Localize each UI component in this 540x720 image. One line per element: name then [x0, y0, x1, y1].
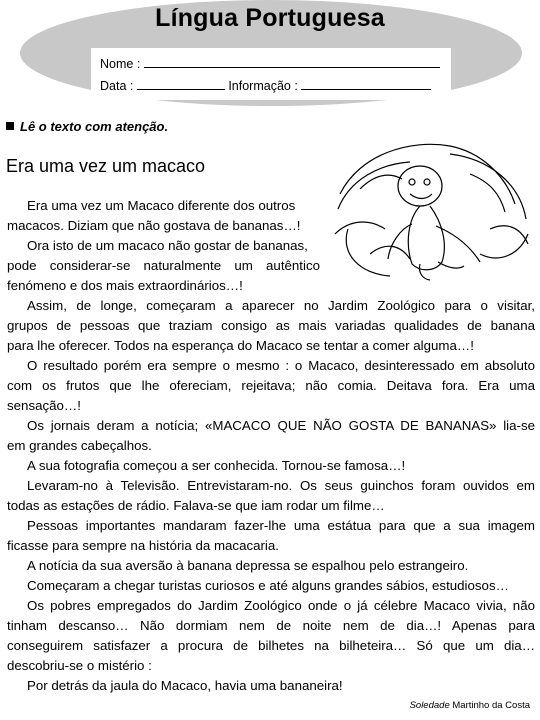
square-bullet-icon — [6, 122, 14, 130]
story-title: Era uma vez um macaco — [6, 156, 206, 176]
story-line: O resultado porém era sempre o mesmo : o Macaco, desinteressado em absoluto — [27, 358, 535, 373]
info-label: Informação : — [228, 79, 298, 93]
story-line: fenómeno e dos mais extraordinários…! — [7, 278, 243, 293]
story-line: descobriu-se o mistério : — [7, 658, 152, 673]
story-line: Os jornais deram a notícia; «MACACO QUE NÃO GOSTA DE BANANAS» lia-se — [27, 418, 535, 433]
story-line: A notícia da sua aversão à banana depressa se espalhou pelo estrangeiro. — [27, 558, 469, 573]
story-line: Por detrás da jaula do Macaco, havia uma bananeira! — [27, 678, 343, 693]
monkey-with-bananas-icon — [330, 134, 532, 284]
author-first-name: Soledade — [409, 700, 450, 711]
author-surname: Martinho da Costa — [449, 700, 530, 711]
story-line: grupos de pessoas que traziam consigo as mais variadas qualidades de banana — [7, 318, 535, 333]
story-line: ficasse para sempre na história da macacaria. — [7, 538, 279, 553]
student-info-box — [91, 48, 451, 100]
story-line: com os frutos que lhe ofereciam, rejeitava; não comia. Deitava fora. Era uma — [7, 378, 535, 393]
instruction — [6, 119, 168, 134]
name-field[interactable] — [144, 56, 440, 68]
story-line: Era uma vez um Macaco diferente dos outros — [27, 198, 296, 213]
story-line: conseguirem satisfazer a procura de bilhetes na bilheteira… Só que um dia… — [7, 638, 535, 653]
instruction-text: Lê o texto com atenção. — [20, 119, 169, 134]
story-line: Começaram a chegar turistas curiosos e até alguns grandes sábios, estudiosos… — [27, 578, 509, 593]
story-line: para lhe oferecer. Todos na esperança do Macaco se tentar a comer alguma…! — [7, 338, 474, 353]
name-row — [100, 56, 440, 71]
story-line: pode considerar-se naturalmente um autêntico — [7, 258, 320, 273]
story-line: Pessoas importantes mandaram fazer-lhe uma estátua para que a sua imagem — [27, 518, 535, 533]
author-signature — [410, 700, 530, 711]
story-line: sensação…! — [7, 398, 81, 413]
story-line: Assim, de longe, começaram a aparecer no Jardim Zoológico para o visitar, — [27, 298, 535, 313]
date-label: Data : — [100, 79, 134, 93]
date-field[interactable] — [137, 78, 225, 90]
story-line: macacos. Diziam que não gostava de bananas…! — [7, 218, 301, 233]
story-line: todas as estações de rádio. Falava-se que iam rodar um filme… — [7, 498, 385, 513]
name-label: Nome : — [100, 57, 141, 71]
info-field[interactable] — [301, 78, 431, 90]
story-line: em grandes cabeçalhos. — [7, 438, 152, 453]
story-line: tinham descanso… Não dormiam nem de noite nem de dia…! Apenas para — [7, 618, 535, 633]
story-line: A sua fotografia começou a ser conhecida. Tornou-se famosa…! — [27, 458, 406, 473]
story-line: Levaram-no à Televisão. Entrevistaram-no. Os seus guinchos foram ouvidos em — [27, 478, 535, 493]
page-title: Língua Portuguesa — [155, 4, 385, 32]
date-info-row — [100, 78, 431, 93]
story-line: Ora isto de um macaco não gostar de bananas, — [27, 238, 308, 253]
story-line: Os pobres empregados do Jardim Zoológico onde o já célebre Macaco vivia, não — [27, 598, 535, 613]
